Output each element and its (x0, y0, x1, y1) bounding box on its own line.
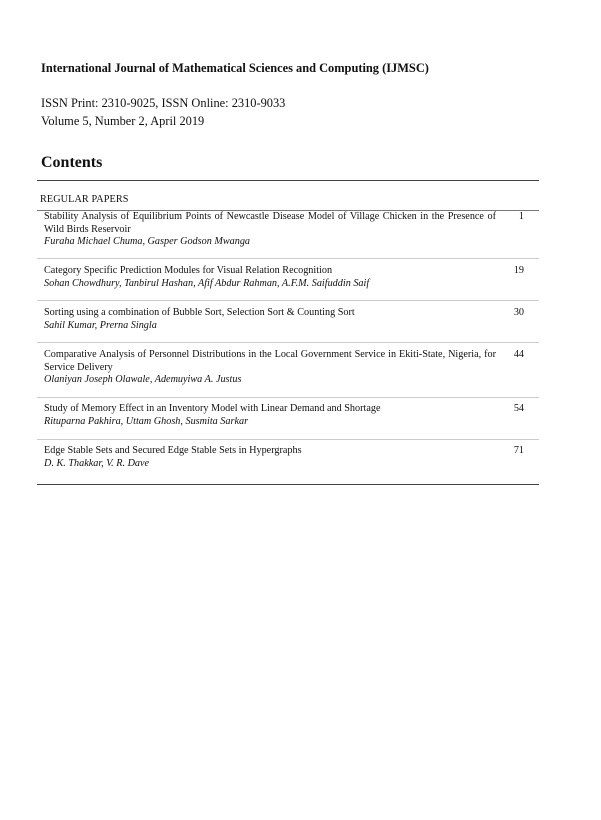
entry-title: Comparative Analysis of Personnel Distributions in the Local Government Service in Ekiti-State, Nigeria, for Service Delivery (44, 349, 496, 373)
entry-title: Category Specific Prediction Modules for Visual Relation Recognition (44, 265, 333, 276)
entry-separator (37, 258, 539, 259)
toc-entry (44, 211, 539, 249)
contents-bottom-rule (37, 484, 539, 485)
entry-separator (37, 342, 539, 343)
entry-separator (37, 439, 539, 440)
entry-page-number: 19 (513, 265, 524, 276)
section-label: REGULAR PAPERS (40, 194, 129, 205)
entry-page-number: 44 (513, 349, 524, 360)
contents-top-rule (37, 180, 539, 181)
entry-page-number: 30 (513, 307, 524, 318)
toc-entry (44, 265, 539, 290)
toc-entry (44, 403, 539, 428)
entry-page-number: 71 (513, 445, 524, 456)
entry-authors: D. K. Thakkar, V. R. Dave (44, 457, 150, 469)
entry-separator (37, 300, 539, 301)
entry-authors: Sohan Chowdhury, Tanbirul Hashan, Afif Abdur Rahman, A.F.M. Saifuddin Saif (44, 277, 370, 289)
entry-authors: Rituparna Pakhira, Uttam Ghosh, Susmita Sarkar (44, 415, 249, 427)
volume-line: Volume 5, Number 2, April 2019 (41, 114, 205, 128)
entry-authors: Olaniyan Joseph Olawale, Ademuyiwa A. Justus (44, 374, 242, 386)
entry-authors: Sahil Kumar, Prerna Singla (44, 319, 157, 331)
entry-title: Stability Analysis of Equilibrium Points of Newcastle Disease Model of Village Chicken in the Presence of Wild Birds Reservoir (44, 211, 496, 235)
entry-title: Study of Memory Effect in an Inventory Model with Linear Demand and Shortage (44, 403, 381, 414)
toc-entry (44, 349, 539, 387)
contents-heading: Contents (41, 154, 103, 171)
entry-separator (37, 397, 539, 398)
entry-title: Edge Stable Sets and Secured Edge Stable Sets in Hypergraphs (44, 445, 302, 456)
issn-line: ISSN Print: 2310-9025, ISSN Online: 2310-9033 (41, 96, 286, 110)
toc-entry (44, 445, 539, 470)
entry-page-number: 1 (518, 211, 524, 222)
toc-entry (44, 307, 539, 332)
journal-title: International Journal of Mathematical Sciences and Computing (IJMSC) (41, 61, 429, 75)
entry-authors: Furaha Michael Chuma, Gasper Godson Mwanga (44, 236, 251, 248)
entry-page-number: 54 (513, 403, 524, 414)
entry-title: Sorting using a combination of Bubble Sort, Selection Sort & Counting Sort (44, 307, 355, 318)
